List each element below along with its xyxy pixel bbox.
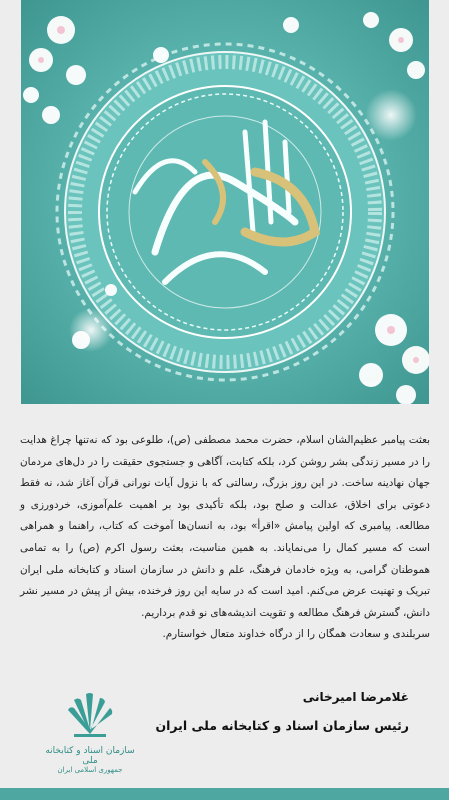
- hero-image: [21, 0, 429, 404]
- logo-line-2: جمهوری اسلامی ایران: [57, 766, 123, 774]
- book-fan-icon: [60, 690, 120, 740]
- calligraphy-medallion: [21, 0, 429, 404]
- message-body: [20, 430, 430, 646]
- message-paragraph: بعثت پیامبر عظیم‌الشان اسلام، حضرت محمد مصطفی (ص)، طلوعی بود که نه‌تنها چراغ هدایت را در مسیر زندگی بشر روشن کرد، بلکه کتابت، آگاهی و جستجوی حقیقت را در دل‌های مردمان جهان نهادینه ساخت. در این روز بزرگ، رسالتی که با نزول آیات نورانی قرآن آغاز شد، نه فقط دعوتی برای اخلاق، عدالت و صلح بود، بلکه تأکیدی بود بر اهمیت علم‌آموزی، خردورزی و مطالعه. پیامبری که اولین پیامش «اقرأ» بود، به انسان‌ها آموخت که کتاب، راهنما و همراهی است که مسیر کمال را می‌نمایاند. به همین مناسبت، بعثت رسول اکرم (ص) را به تمامی هموطنان گرامی، به ویژه خادمان فرهنگ، علم و دانش در سازمان اسناد و کتابخانه ملی ایران تبریک و تهنیت عرض می‌کنم. امید است که در سایه این روز فرخنده، بیش از پیش در مسیر نشر دانش، گسترش فرهنگ مطالعه و تقویت اندیشه‌های نو قدم برداریم.: [20, 434, 430, 619]
- signatory-name: غلامرضا امیرخانی: [302, 690, 409, 704]
- closing-paragraph: سربلندی و سعادت همگان را از درگاه خداوند متعال خواستارم.: [162, 628, 430, 641]
- library-logo: [40, 690, 140, 780]
- logo-line-1: سازمان اسناد و کتابخانه ملی: [45, 746, 135, 766]
- bottom-bar: [0, 788, 449, 800]
- signatory-role: رئیس سازمان اسناد و کتابخانه ملی ایران: [155, 718, 409, 733]
- signature-block: [155, 685, 409, 741]
